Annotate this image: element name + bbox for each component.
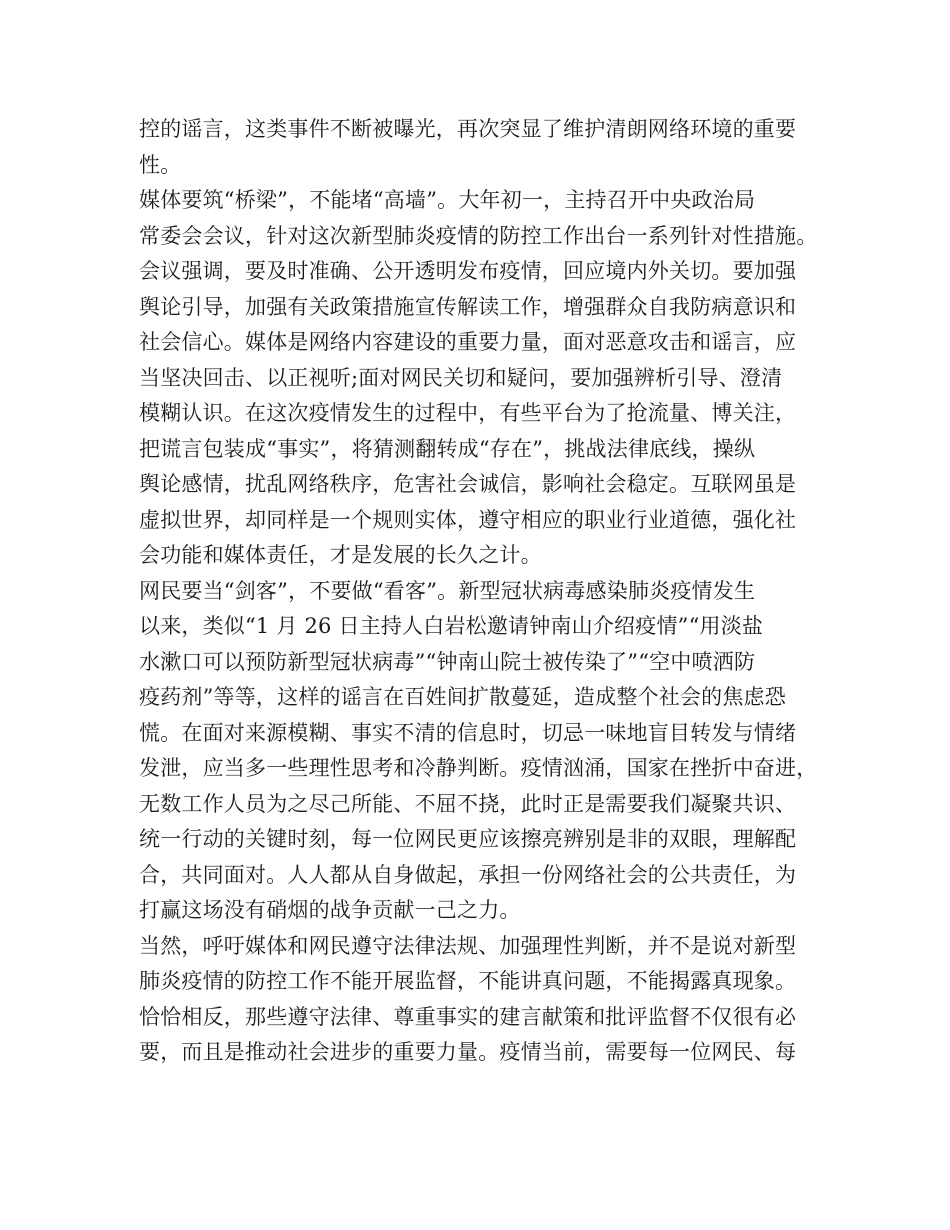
text-line: 网民要当“剑客”，不要做“看客”。新型冠状病毒感染肺炎疫情发生 xyxy=(139,578,756,603)
text-line: 媒体要筑“桥梁”，不能堵“高墙”。大年初一，主持召开中央政治局 xyxy=(139,188,756,212)
text-line: 水漱口可以预防新型冠状病毒”“钟南山院士被传染了”“空中喷洒防 xyxy=(139,649,756,674)
text-line: 合，共同面对。人人都从自身做起，承担一份网络社会的公共责任，为 xyxy=(139,862,797,887)
text-line: 要，而且是推动社会进步的重要力量。疫情当前，需要每一位网民、每 xyxy=(139,1040,797,1064)
text-line: 当坚决回击、以正视听;面对网民关切和疑问，要加强辨析引导、澄清 xyxy=(139,365,783,390)
text-line: 疫药剂”等等，这样的谣言在百姓间扩散蔓延，造成整个社会的焦虑恐 xyxy=(139,685,786,709)
text-line: 统一行动的关键时刻，每一位网民更应该擦亮辨别是非的双眼，理解配 xyxy=(139,827,797,851)
text-line: 控的谣言，这类事件不断被曝光，再次突显了维护清朗网络环境的重要 xyxy=(139,117,797,141)
text-line: 发泄，应当多一些理性思考和冷静判断。疫情汹涌，国家在挫折中奋进， xyxy=(139,756,818,780)
text-line: 打赢这场没有硝烟的战争贡献一己之力。 xyxy=(139,898,521,922)
text-line: 会议强调，要及时准确、公开透明发布疫情，回应境内外关切。要加强 xyxy=(139,259,797,283)
text-line: 无数工作人员为之尽己所能、不屈不挠，此时正是需要我们凝聚共识、 xyxy=(139,791,797,816)
text-line: 把谎言包装成“事实”，将猜测翻转成“存在”，挑战法律底线，操纵 xyxy=(139,436,756,461)
text-line: 恰恰相反，那些遵守法律、尊重事实的建言献策和批评监督不仅很有必 xyxy=(139,1004,797,1029)
text-line: 舆论引导，加强有关政策措施宣传解读工作，增强群众自我防病意识和 xyxy=(139,294,797,319)
text-line: 肺炎疫情的防控工作不能开展监督，不能讲真问题，不能揭露真现象。 xyxy=(139,969,797,993)
text-line: 当然，呼吁媒体和网民遵守法律法规、加强理性判断，并不是说对新型 xyxy=(139,933,797,958)
text-line: 社会信心。媒体是网络内容建设的重要力量，面对恶意攻击和谣言，应 xyxy=(139,330,797,354)
text-line: 虚拟世界，却同样是一个规则实体，遵守相应的职业行业道德，强化社 xyxy=(139,507,797,532)
text-line: 舆论感情，扰乱网络秩序，危害社会诚信，影响社会稳定。互联网虽是 xyxy=(139,472,797,496)
text-line: 会功能和媒体责任，才是发展的长久之计。 xyxy=(139,543,542,567)
text-line: 常委会会议，针对这次新型肺炎疫情的防控工作出台一系列针对性措施。 xyxy=(139,223,818,248)
text-line: 模糊认识。在这次疫情发生的过程中，有些平台为了抢流量、博关注， xyxy=(139,401,797,425)
text-line: 性。 xyxy=(139,152,182,177)
text-line: 慌。在面对来源模糊、事实不清的信息时，切忌一味地盲目转发与情绪 xyxy=(139,720,797,745)
text-line: 以来，类似“1 月 26 日主持人白岩松邀请钟南山介绍疫情”“用淡盐 xyxy=(139,614,764,638)
document-body xyxy=(139,112,829,1071)
